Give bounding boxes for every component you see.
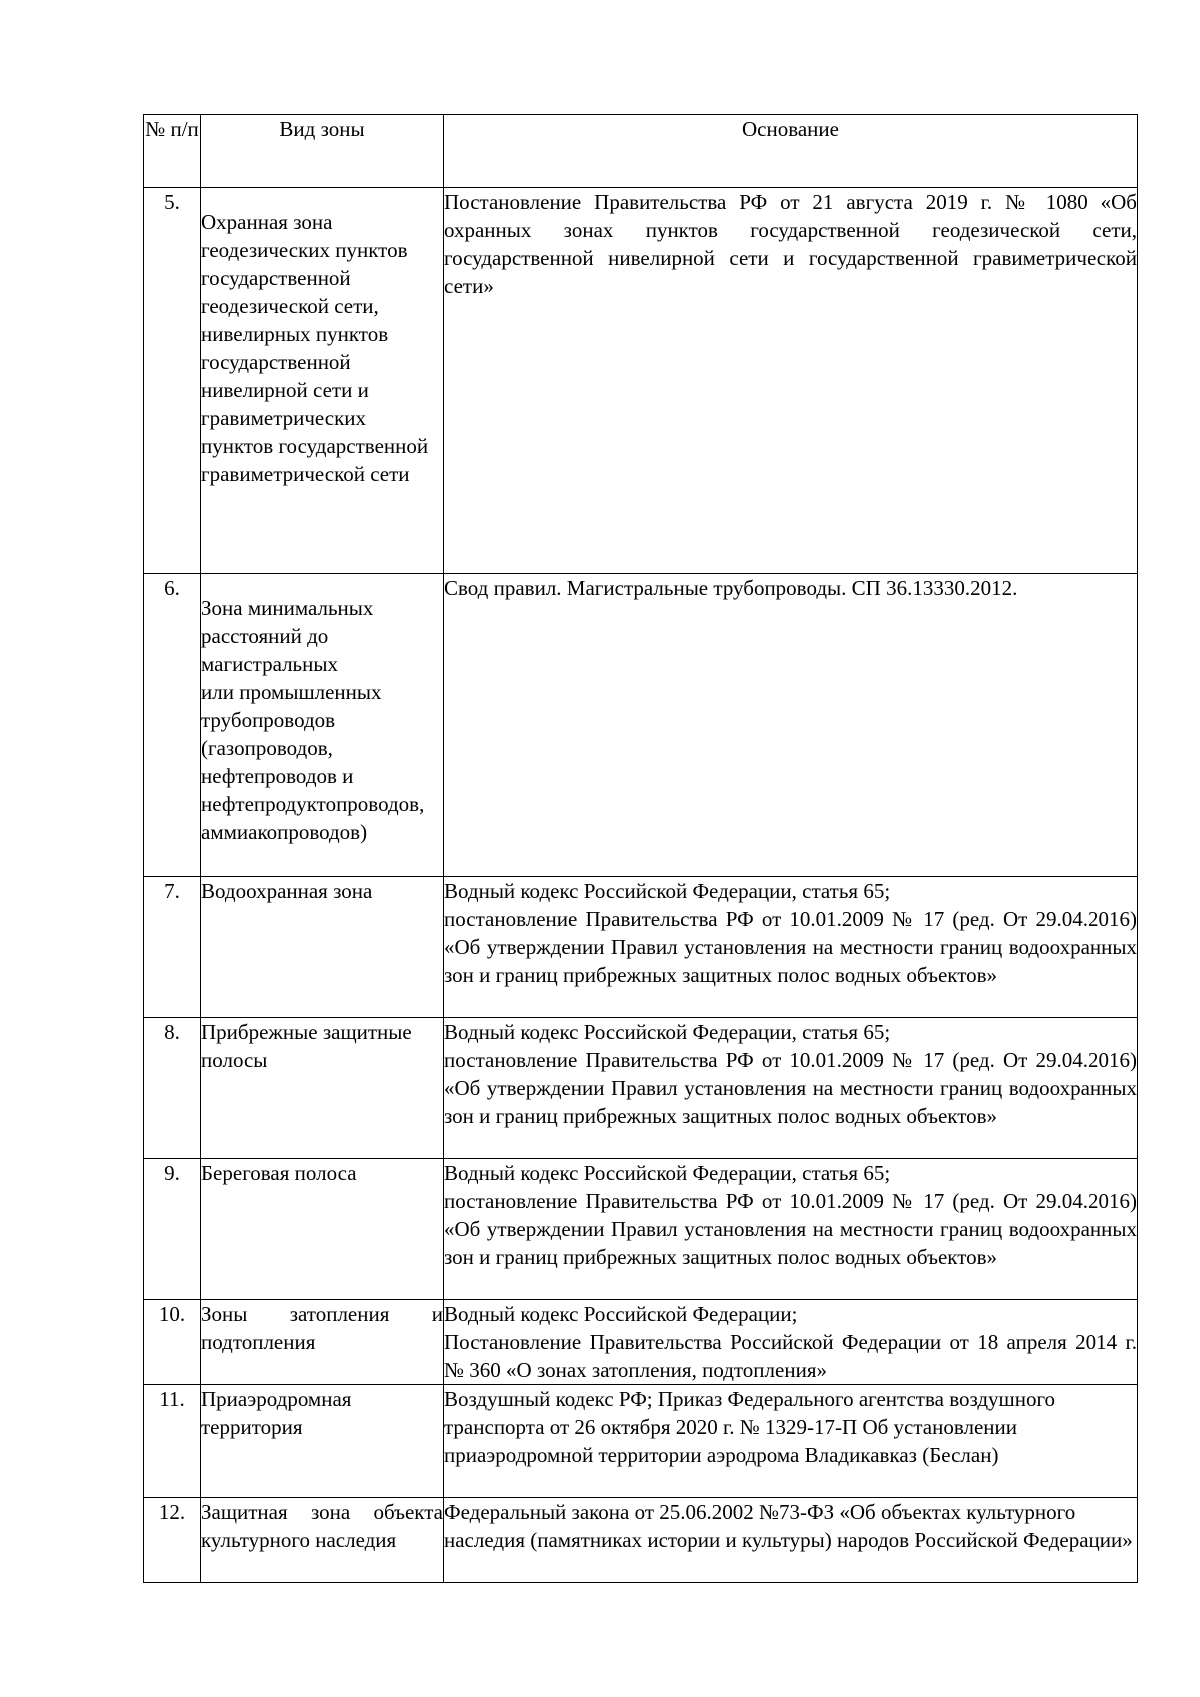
basis-first-line: Водный кодекс Российской Федерации, статья 65; [444, 879, 891, 903]
zone-type: Охранная зона геодезических пунктов государственной геодезической сети, нивелирных пунктов государственной нивелирной сети и гравиметрических пунктов государственной гравиметрической сети [201, 188, 444, 574]
row-number: 9. [144, 1159, 201, 1300]
basis-text: Постановление Правительства РФ от 21 августа 2019 г. № 1080 «Об охранных зонах пунктов государственной геодезической сети, государственной нивелирной сети и государственной гравиметрической сети» [444, 190, 1137, 298]
basis-text: постановление Правительства РФ от 10.01.2009 № 17 (ред. От 29.04.2016) «Об утверждении Правил установления на местности границ водоохранных зон и границ прибрежных защитных полос водных объектов» [444, 907, 1137, 987]
zone-type: Зоны затопления и подтопления [201, 1300, 444, 1385]
zone-type-text: Зона минимальных расстояний до магистральных или промышленных трубопроводов (газопроводов, нефтепроводов и нефтепродуктопроводов, аммиакопроводов) [201, 596, 425, 844]
basis-text: Воздушный кодекс РФ; Приказ Федерального агентства воздушного транспорта от 26 октября 2020 г. № 1329-17-П Об установлении приаэродромной территории аэродрома Владикавказ (Беслан) [444, 1387, 1056, 1467]
zone-basis [444, 1159, 1138, 1300]
zone-basis [444, 1498, 1138, 1583]
basis-first-line: Водный кодекс Российской Федерации, статья 65; [444, 1020, 891, 1044]
row-number: 8. [144, 1018, 201, 1159]
row-number: 11. [144, 1385, 201, 1498]
basis-text: Свод правил. Магистральные трубопроводы. СП 36.13330.2012. [444, 576, 1018, 600]
basis-first-line: Водный кодекс Российской Федерации, статья 65; [444, 1161, 891, 1185]
table-row [144, 1159, 1138, 1300]
basis-text: постановление Правительства РФ от 10.01.2009 № 17 (ред. От 29.04.2016) «Об утверждении Правил установления на местности границ водоохранных зон и границ прибрежных защитных полос водных объектов» [444, 1189, 1137, 1269]
zone-basis [444, 877, 1138, 1018]
zone-type: Водоохранная зона [201, 877, 444, 1018]
zone-type [201, 574, 444, 877]
basis-first-line: Водный кодекс Российской Федерации; [444, 1302, 798, 1326]
zone-type: Береговая полоса [201, 1159, 444, 1300]
zone-basis [444, 1018, 1138, 1159]
header-zone-type: Вид зоны [201, 115, 444, 188]
header-number: № п/п [144, 115, 201, 188]
zone-basis [444, 188, 1138, 574]
row-number: 10. [144, 1300, 201, 1385]
row-number: 7. [144, 877, 201, 1018]
zone-basis [444, 1300, 1138, 1385]
table-row [144, 574, 1138, 877]
table-row [144, 1018, 1138, 1159]
basis-text: постановление Правительства РФ от 10.01.2009 № 17 (ред. От 29.04.2016) «Об утверждении Правил установления на местности границ водоохранных зон и границ прибрежных защитных полос водных объектов» [444, 1048, 1137, 1128]
zone-type: Защитная зона объекта культурного наследия [201, 1498, 444, 1583]
table-row [144, 188, 1138, 574]
row-number: 12. [144, 1498, 201, 1583]
basis-text: Постановление Правительства Российской Федерации от 18 апреля 2014 г. № 360 «О зонах затопления, подтопления» [444, 1330, 1137, 1382]
zone-type: Прибрежные защитные полосы [201, 1018, 444, 1159]
header-basis: Основание [444, 115, 1138, 188]
zones-table [143, 114, 1138, 1583]
table-row [144, 877, 1138, 1018]
table-header-row [144, 115, 1138, 188]
table-row [144, 1385, 1138, 1498]
zone-basis [444, 574, 1138, 877]
table-row [144, 1300, 1138, 1385]
zone-basis [444, 1385, 1138, 1498]
row-number: 5. [144, 188, 201, 574]
basis-text: Федеральный закона от 25.06.2002 №73-ФЗ «Об объектах культурного наследия (памятниках истории и культуры) народов Российской Федерации» [444, 1500, 1133, 1552]
row-number: 6. [144, 574, 201, 877]
table-row [144, 1498, 1138, 1583]
zone-type: Приаэродромная территория [201, 1385, 444, 1498]
